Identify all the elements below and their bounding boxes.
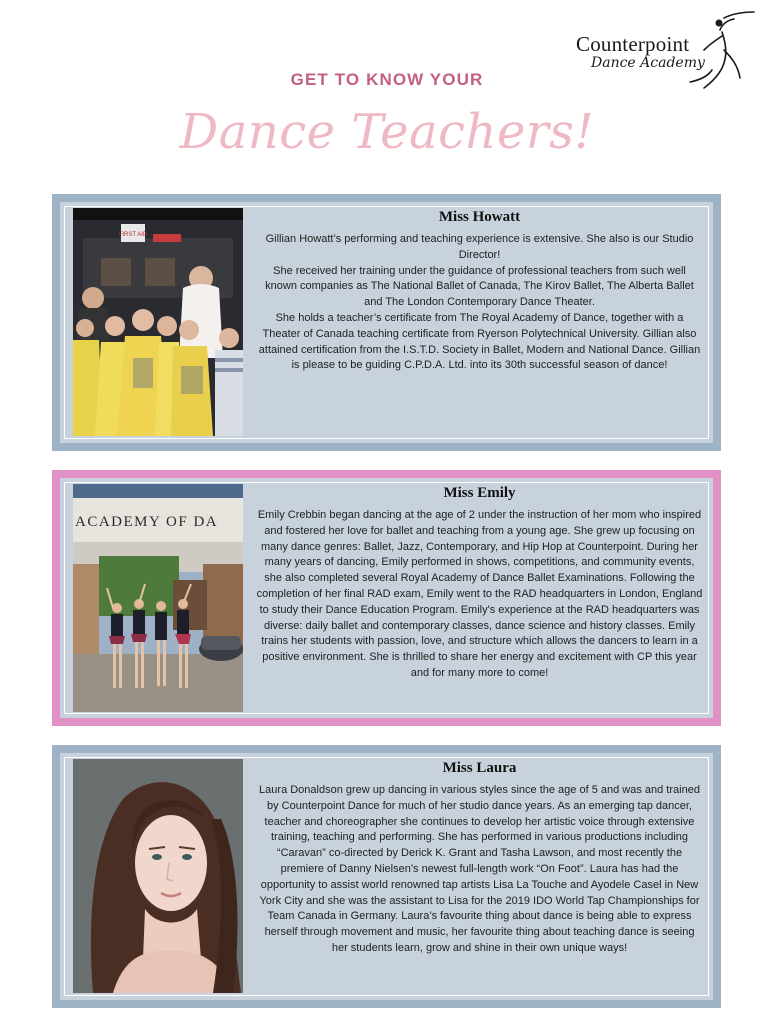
bio-paragraph: She received her training under the guidance of professional teachers from such well known companies as The National Ballet of Canada, The Kirov Ballet, The Alberta Ballet and The London Contemporary Dance Theater. — [265, 264, 694, 309]
bio-paragraph: Laura Donaldson grew up dancing in various styles since the age of 5 and was and trained by Counterpoint Dance for much of her studio dance years. As an emerging tap dancer, teacher and choreographer she continues to develop her artistic voice through extensive training, teaching and performing. She has performed in various productions including “Caravan” co-directed by Derick K. Grant and Tasha Lawson, and most recently the premiere of Danny Nielsen’s newest full-length work “On Foot”. Laura has had the opportunity to assist world renowned tap artists Lisa La Touche and Ayodele Casel in New York City and she was the assistant to Lisa for the 2019 IDO World Tap Championships for Team Canada in Germany. Laura’s favourite thing about dance is being able to express herself through movement and music, her favourite thing about teaching dance is seeing her students learn, grow and shine in their own unique ways! — [259, 784, 700, 954]
teacher-name: Miss Howatt — [438, 209, 521, 225]
page-title: Dance Teachers! — [179, 104, 595, 160]
teacher-card-laura — [52, 745, 721, 1008]
bio-paragraph: Emily Crebbin began dancing at the age of 2 under the instruction of her mom who inspired and fostered her love for ballet and teaching from a young age. She grew up focusing on many dance genres: Ballet, Jazz, Contemporary, and Hip Hop at Counterpoint. During her many years of dancing, Emily performed in shows, competitions, and community events, she also completed several Royal Academy of Dance Ballet Examinations. Following the completion of her final RAD exam, Emily went to the RAD headquarters in London, England to study their Dance Education Program. Emily's experience at the RAD headquarters was diverse: daily ballet and contemporary classes, dance science and history classes. Emily trains her students with passion, love, and structure which allows the dancers to learn in a positive environment. She is thrilled to share her energy and excitement with CP this year and for many more to come! — [256, 509, 703, 679]
teacher-bio-laura — [256, 759, 703, 957]
teacher-bio-emily — [256, 484, 703, 682]
logo-wordmark: Counterpoint — [576, 32, 690, 56]
bio-paragraph: She holds a teacher’s certificate from The Royal Academy of Dance, together with a Theater of Canada teaching certificate from Ryerson Polytechnical University. Gillian also attained certification from the I.S.T.D. Society in Ballet, Modern and National Dance. Gillian is please to be guiding C.P.D.A. Ltd. into its 30th successful season of dance! — [258, 311, 701, 372]
teacher-photo-howatt — [73, 208, 243, 436]
first-aid-sign-text: FIRST AID — [118, 232, 148, 238]
teacher-photo-laura — [73, 759, 243, 993]
page-kicker: GET TO KNOW YOUR — [290, 70, 484, 89]
teacher-bio-howatt — [256, 208, 703, 374]
teacher-card-howatt — [52, 194, 721, 451]
teacher-name: Miss Emily — [443, 485, 516, 501]
academy-sign-text: ACADEMY OF DA — [75, 514, 219, 530]
bio-paragraph: Gillian Howatt’s performing and teaching experience is extensive. She also is our Studio Director! — [265, 233, 694, 261]
teacher-card-emily — [52, 470, 721, 726]
teacher-photo-emily — [73, 484, 243, 712]
teacher-name: Miss Laura — [442, 760, 517, 776]
logo-subtitle: Dance Academy — [591, 55, 705, 71]
